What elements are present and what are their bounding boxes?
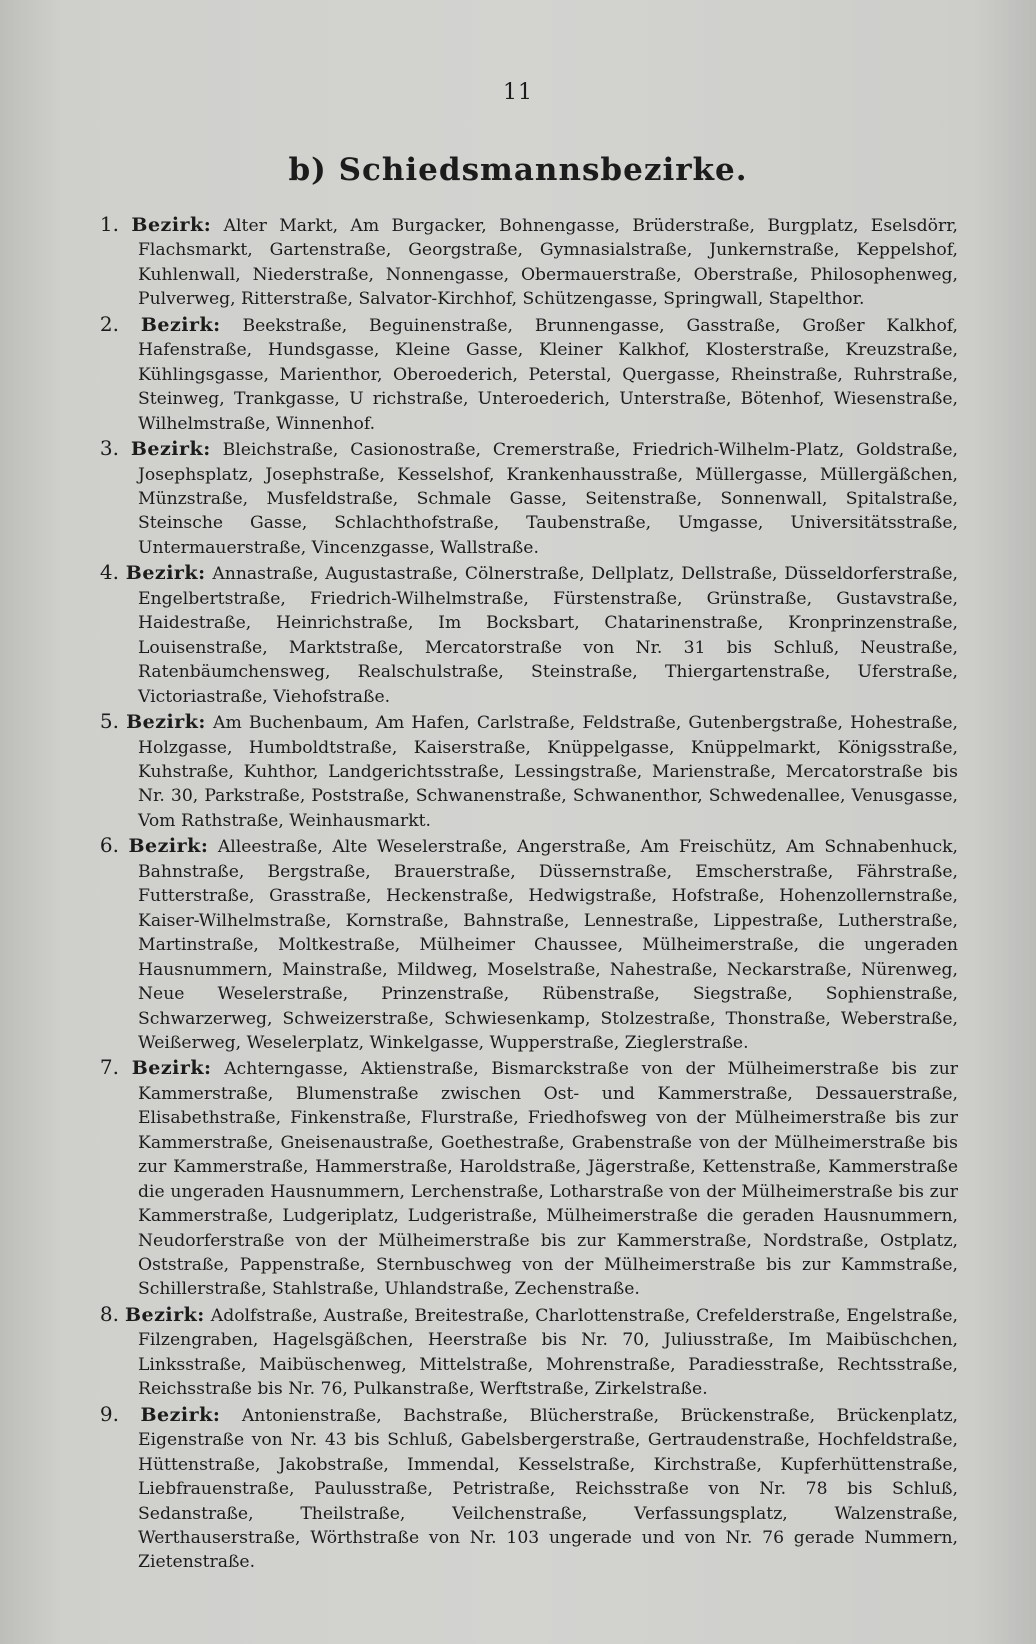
district-label: Bezirk: [131, 1057, 212, 1080]
district-paragraph [99, 1401, 959, 1575]
district-streets: Adolfstraße, Austraße, Breitestraße, Charlottenstraße, Crefelderstraße, Engelstraße, Filzengraben, Hagelsgäßchen, Heerstraße bis Nr. 70, Juliusstraße, Im Maibüschchen, Linksstraße, Maibüschenweg, Mittelstraße, Mohrenstraße, Paradiesstraße, Rechtsstraße, Reichsstraße bis Nr. 76, Pulkanstraße, Werftstraße, Zirkelstraße. [138, 1305, 958, 1400]
district-streets: Antonienstraße, Bachstraße, Blücherstraße, Brückenstraße, Brückenplatz, Eigenstraße von Nr. 43 bis Schluß, Gabelsbergerstraße, Gertraudenstraße, Hochfeldstraße, Hüttenstraße, Jakobstraße, Immendal, Kesselstraße, Kirchstraße, Kupferhüttenstraße, Liebfrauenstraße, Paulusstraße, Petristraße, Reichsstraße von Nr. 78 bis Schluß, Sedanstraße, Theilstraße, Veilchenstraße, Verfassungsplatz, Walzenstraße, Werthauserstraße, Wörthstraße von Nr. 103 ungerade und von Nr. 76 gerade Nummern, Zietenstraße. [138, 1405, 959, 1573]
district-paragraph [99, 833, 959, 1055]
district-streets: Alter Markt, Am Burgacker, Bohnengasse, Brüderstraße, Burgplatz, Eselsdörr, Flachsmarkt, Gartenstraße, Georgstraße, Gymnasialstraße, Junkernstraße, Keppelshof, Kuhlenwall, Niederstraße, Nonnengasse, Obermauerstraße, Oberstraße, Philosophenweg, Pulverweg, Ritterstraße, Salvator-Kirchhof, Schützengasse, Springwall, Stapelthor. [138, 216, 958, 310]
district-paragraph [99, 1055, 958, 1302]
district-streets: Am Buchenbaum, Am Hafen, Carlstraße, Feldstraße, Gutenbergstraße, Hohestraße, Holzgasse, Humboldtstraße, Kaiserstraße, Knüppelgasse, Knüppelmarkt, Königsstraße, Kuhstraße, Kuhthor, Landgerichtsstraße, Lessingstraße, Marienstraße, Mercatorstraße bis Nr. 30, Parkstraße, Poststraße, Schwanenstraße, Schwanenthor, Schwedenallee, Venusgasse, Vom Rathstraße, Weinhausmarkt. [138, 713, 958, 831]
district-paragraph [99, 436, 958, 560]
district-paragraph [99, 709, 958, 833]
district-streets: Alleestraße, Alte Weselerstraße, Angerstraße, Am Freischütz, Am Schnabenhuck, Bahnstraße, Bergstraße, Brauerstraße, Düssernstraße, Emscherstraße, Fährstraße, Futterstraße, Grasstraße, Heckenstraße, Hedwigstraße, Hofstraße, Hohenzollernstraße, Kaiser-Wilhelmstraße, Kornstraße, Bahnstraße, Lennestraße, Lippestraße, Lutherstraße, Martinstraße, Moltkestraße, Mülheimer Chaussee, Mülheimerstraße, die ungeraden Hausnummern, Mainstraße, Mildweg, Moselstraße, Nahestraße, Neckarstraße, Nürenweg, Neue Weselerstraße, Prinzenstraße, Rübenstraße, Siegstraße, Sophienstraße, Schwarzerweg, Schweizerstraße, Schwiesenkamp, Stolzestraße, Thonstraße, Weberstraße, Weißerweg, Weselerplatz, Winkelgasse, Wupperstraße, Zieglerstraße. [138, 837, 959, 1053]
district-label: Bezirk: [131, 214, 212, 236]
district-streets: Achterngasse, Aktienstraße, Bismarckstraße von der Mülheimerstraße bis zur Kammerstraße, Blumenstraße zwischen Ost- und Kammerstraße, Dessauerstraße, Elisabethstraße, Finkenstraße, Flurstraße, Friedhofsweg von der Mülheimerstraße bis zur Kammerstraße, Gneisenaustraße, Goethestraße, Grabenstraße von der Mülheimerstraße bis zur Kammerstraße, Hammerstraße, Haroldstraße, Jägerstraße, Kettenstraße, Kammerstraße die ungeraden Hausnummern, Lerchenstraße, Lotharstraße von der Mülheimerstraße bis zur Kammerstraße, Ludgeriplatz, Ludgeristraße, Mülheimerstraße die geraden Hausnummern, Neudorferstraße von der Mülheimerstraße bis zur Kammerstraße, Nordstraße, Ostplatz, Oststraße, Pappenstraße, Sternbuschweg von der Mülheimerstraße bis zur Kammstraße, Schillerstraße, Stahlstraße, Uhlandstraße, Zechenstraße. [138, 1059, 958, 1300]
district-number: 1. [99, 212, 119, 236]
page-number: 11 [503, 80, 533, 105]
district-label: Bezirk: [128, 835, 209, 858]
district-label: Bezirk: [140, 313, 221, 336]
district-number: 7. [99, 1055, 119, 1080]
district-label: Bezirk: [126, 711, 206, 734]
district-label: Bezirk: [130, 438, 211, 461]
district-number: 2. [99, 311, 119, 336]
district-streets: Bleichstraße, Casionostraße, Cremerstraße, Friedrich-Wilhelm-Platz, Goldstraße, Josephsplatz, Josephstraße, Kesselshof, Krankenhausstraße, Müllergasse, Müllergäßchen, Münzstraße, Musfeldstraße, Schmale Gasse, Seitenstraße, Sonnenwall, Spitalstraße, Steinsche Gasse, Schlachthofstraße, Taubenstraße, Umgasse, Universitätsstraße, Untermauerstraße, Vincenzgasse, Wallstraße. [138, 440, 958, 558]
district-number: 5. [99, 709, 119, 734]
district-streets: Annastraße, Augustastraße, Cölnerstraße, Dellplatz, Dellstraße, Düsseldorferstraße, Engelbertstraße, Friedrich-Wilhelmstraße, Fürstenstraße, Grünstraße, Gustavstraße, Haidestraße, Heinrichstraße, Im Bocksbart, Chatarinenstraße, Kronprinzenstraße, Louisenstraße, Marktstraße, Mercatorstraße von Nr. 31 bis Schluß, Neustraße, Ratenbäumchensweg, Realschulstraße, Steinstraße, Thiergartenstraße, Uferstraße, Victoriastraße, Viehofstraße. [138, 564, 959, 707]
district-list [99, 212, 959, 1575]
district-label: Bezirk: [124, 1303, 205, 1326]
district-paragraph [99, 212, 958, 312]
district-number: 4. [99, 560, 119, 585]
section-heading: b) Schiedsmannsbezirke. [288, 152, 748, 188]
district-paragraph [99, 560, 959, 709]
district-paragraph [99, 311, 958, 436]
district-number: 6. [99, 833, 119, 858]
district-label: Bezirk: [140, 1403, 221, 1426]
district-label: Bezirk: [125, 562, 206, 585]
district-streets: Beekstraße, Beguinenstraße, Brunnengasse, Gasstraße, Großer Kalkhof, Hafenstraße, Hundsgasse, Kleine Gasse, Kleiner Kalkhof, Klosterstraße, Kreuzstraße, Kühlingsgasse, Marienthor, Oberoederich, Peterstal, Quergasse, Rheinstraße, Ruhrstraße, Steinweg, Trankgasse, U richstraße, Unteroederich, Unterstraße, Bötenhof, Wiesenstraße, Wilhelmstraße, Winnenhof. [138, 315, 958, 434]
district-number: 8. [99, 1301, 119, 1326]
district-paragraph [99, 1301, 958, 1402]
district-number: 9. [99, 1401, 119, 1426]
district-number: 3. [99, 436, 119, 461]
